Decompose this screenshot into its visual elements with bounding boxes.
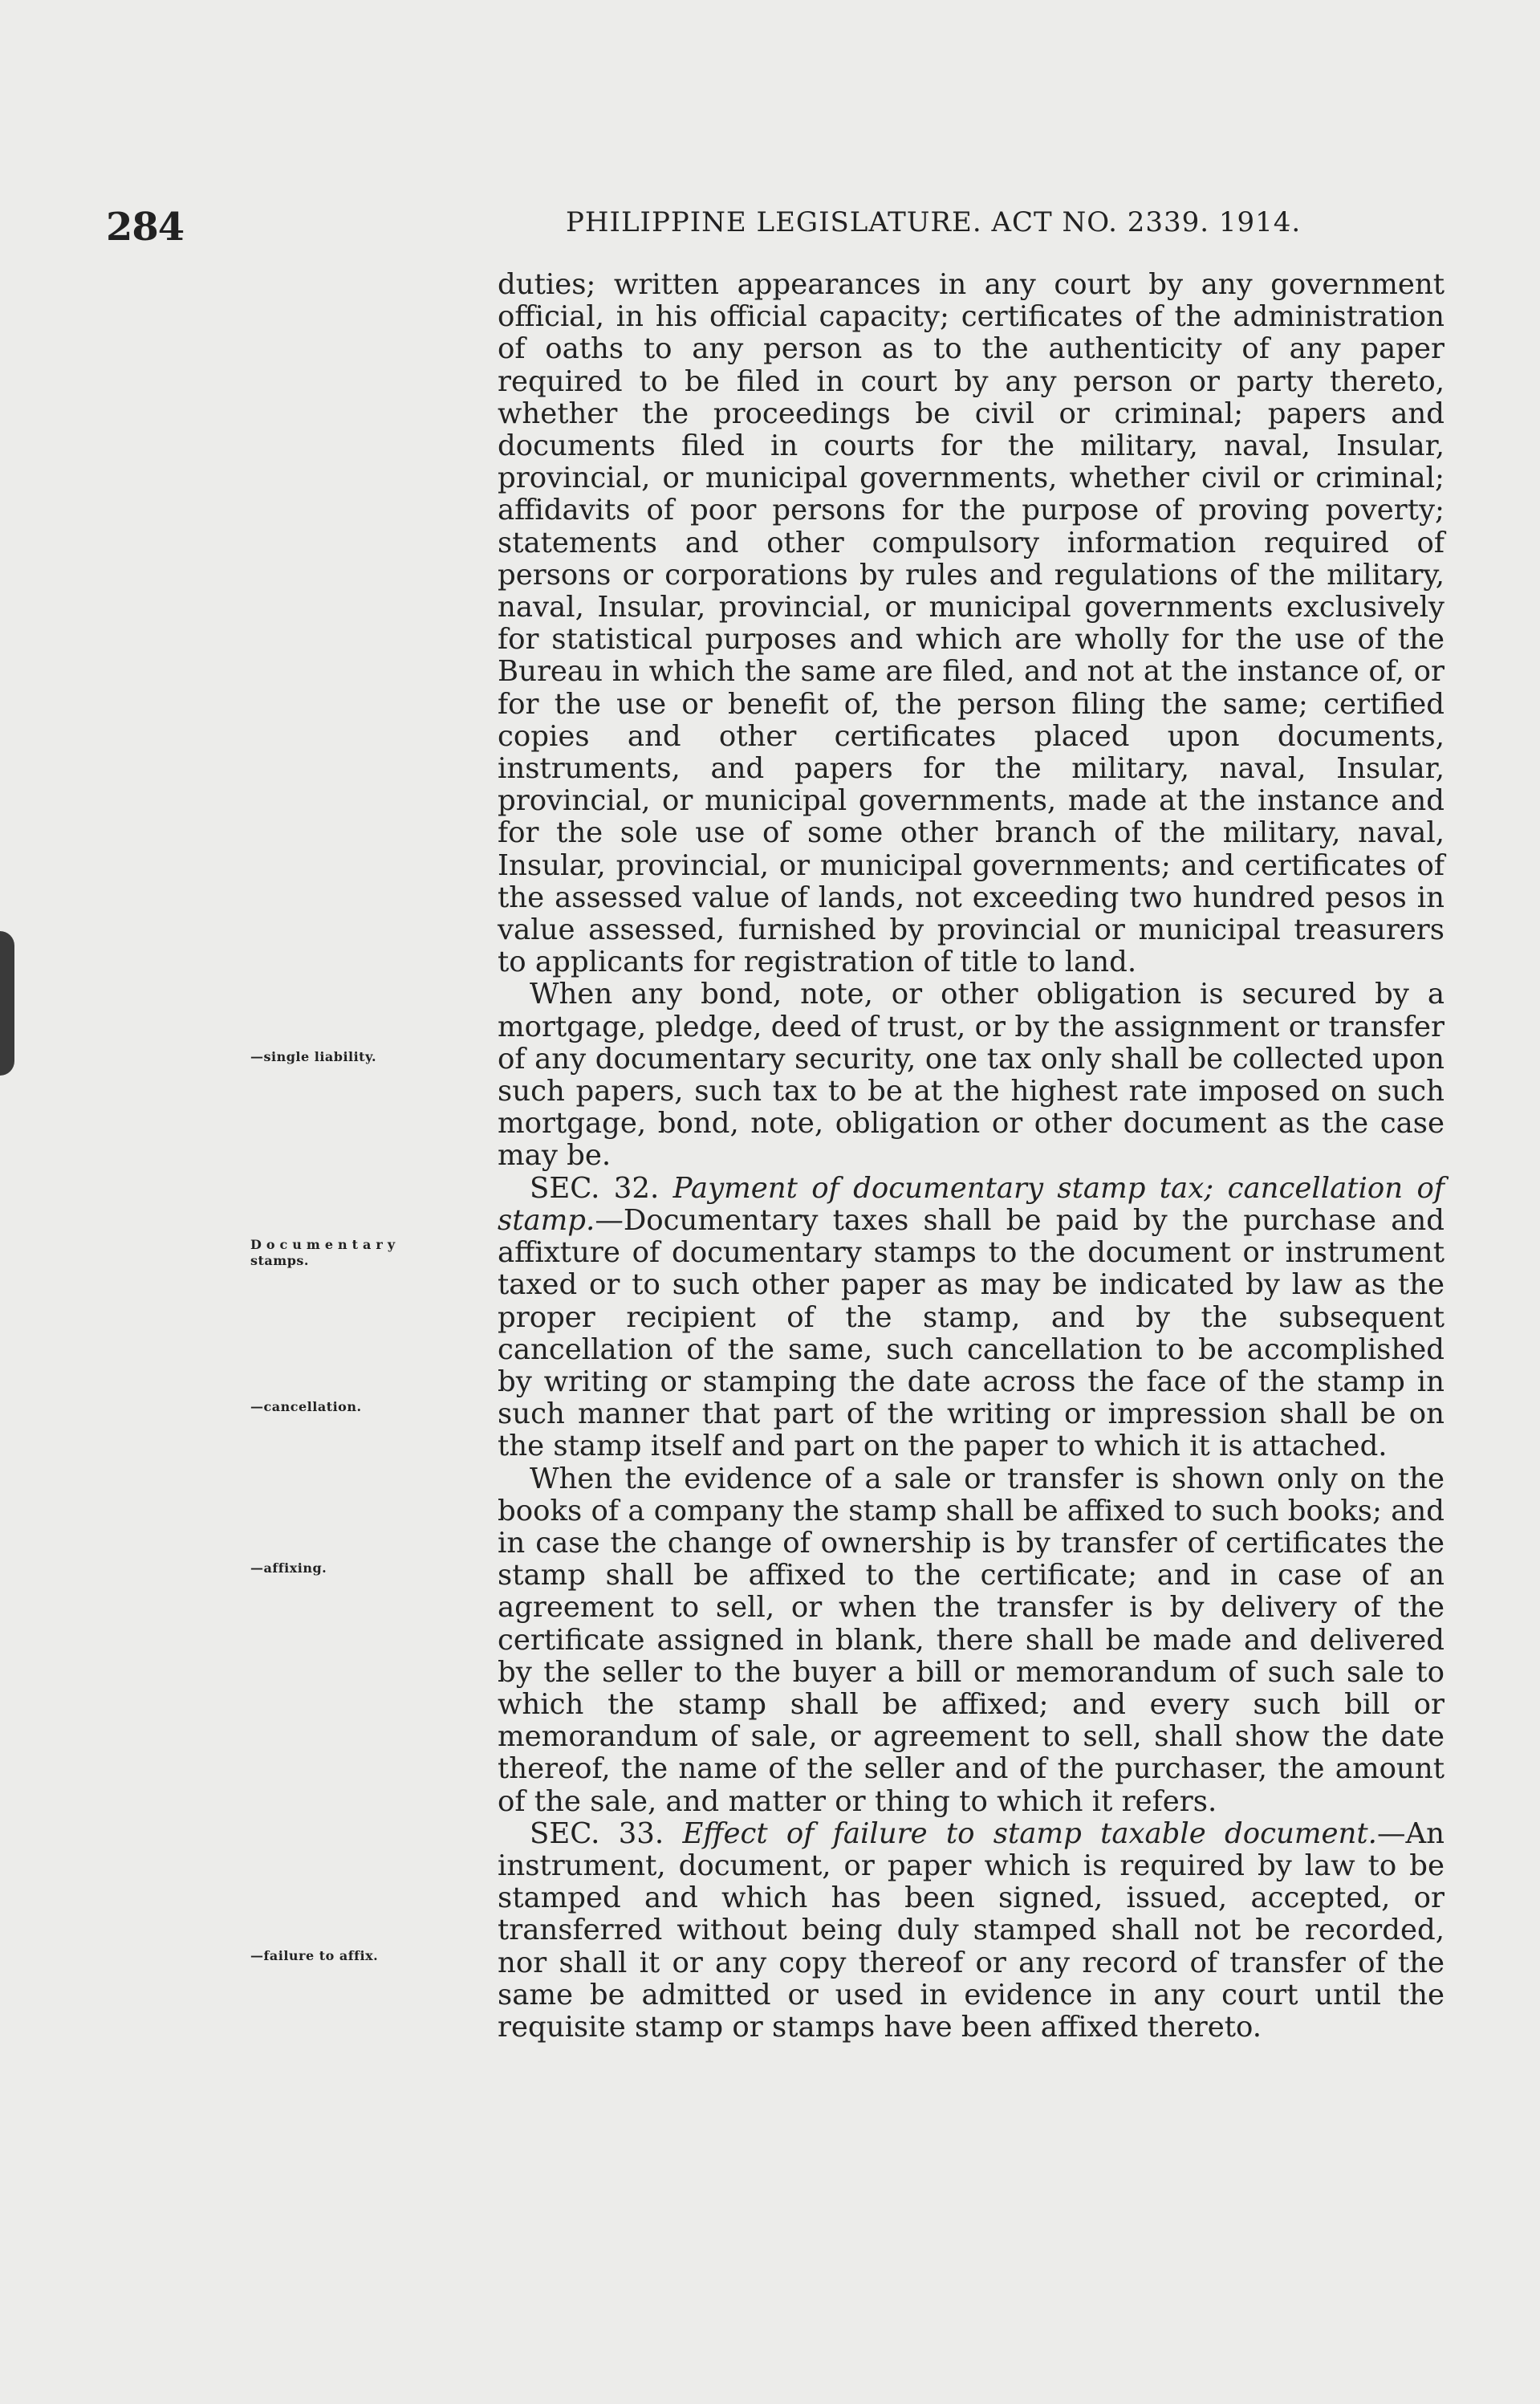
page-number: 284 xyxy=(106,205,185,250)
section-33-text: —An instrument, document, or paper which is required by law to be stamped and which has been signed, issued, accepted, or transferred without being duly stamped shall not be recorded, nor shall it or any copy thereof or any record of transfer of the same be admitted or used in evidence in any court until the requisite stamp or stamps have been affixed thereto. xyxy=(498,1816,1445,2044)
section-32 xyxy=(498,1173,1445,1463)
paragraph-affixing: When the evidence of a sale or transfer is shown only on the books of a company the stamp shall be affixed to such books; and in case the change of ownership is by transfer of certificates the stamp shall be affixed to the certificate; and in case of an agreement to sell, or when the transfer is by delivery of the certificate assigned in blank, there shall be made and delivered by the seller to the buyer a bill or memorandum of such sale to which the stamp shall be affixed; and every such bill or memorandum of sale, or agreement to sell, shall show the date thereof, the name of the seller and of the purchaser, the amount of the sale, and matter or thing to which it refers. xyxy=(498,1462,1445,1818)
section-32-text: —Documentary taxes shall be paid by the purchase and affixture of documentary stamps to the document or instrument taxed or to such other paper as may be indicated by law as the proper recipient of the stamp, and by the subsequent cancellation of the same, such cancellation to be accomplished by writing or stamping the date across the face of the stamp in such manner that part of the writing or impression shall be on the stamp itself and part on the paper to which it is attached. xyxy=(498,1203,1445,1463)
page-edge-shadow xyxy=(0,931,14,1076)
running-head: PHILIPPINE LEGISLATURE. ACT NO. 2339. 1914. xyxy=(566,206,1302,238)
margin-note-single-liability: —single liability. xyxy=(250,1049,377,1064)
section-32-caption: Payment of documentary stamp tax; cancellation of stamp. xyxy=(498,1171,1445,1237)
section-33-label: SEC. 33. xyxy=(530,1816,664,1850)
section-33 xyxy=(498,1818,1445,2044)
paragraph-single-liability: When any bond, note, or other obligation is secured by a mortgage, pledge, deed of trust, or by the assignment or transfer of any documentary security, one tax only shall be collected upon such papers, such tax to be at the highest rate imposed on such mortgage, bond, note, obligation or other document as the case may be. xyxy=(498,978,1445,1173)
margin-note-cancellation: —cancellation. xyxy=(250,1399,362,1414)
margin-note-stamps: stamps. xyxy=(250,1253,309,1268)
margin-note-documentary: Documentary xyxy=(250,1237,400,1252)
section-32-label: SEC. 32. xyxy=(530,1171,660,1205)
body-text xyxy=(498,269,1445,2044)
paragraph-exemptions-continued: duties; written appearances in any court by any government official, in his official capacity; certificates of the administration of oaths to any person as to the authenticity of any paper required to be filed in court by any person or party thereto, whether the proceedings be civil or criminal; papers and documents filed in courts for the military, naval, Insular, provincial, or municipal governments, whether civil or criminal; affidavits of poor persons for the purpose of proving poverty; statements and other compulsory information required of persons or corporations by rules and regulations of the military, naval, Insular, provincial, or municipal governments exclusively for statistical purposes and which are wholly for the use of the Bureau in which the same are filed, and not at the instance of, or for the use or benefit of, the person filing the same; certified copies and other certificates placed upon documents, instruments, and papers for the military, naval, Insular, provincial, or municipal governments, made at the instance and for the sole use of some other branch of the military, naval, Insular, provincial, or municipal governments; and certificates of the assessed value of lands, not exceeding two hundred pesos in value assessed, furnished by provincial or municipal treasurers to applicants for registration of title to land. xyxy=(498,268,1445,979)
margin-note-failure-to-affix: —failure to affix. xyxy=(250,1948,379,1963)
margin-note-affixing: —affixing. xyxy=(250,1560,327,1576)
section-33-caption: Effect of failure to stamp taxable document. xyxy=(682,1816,1377,1850)
